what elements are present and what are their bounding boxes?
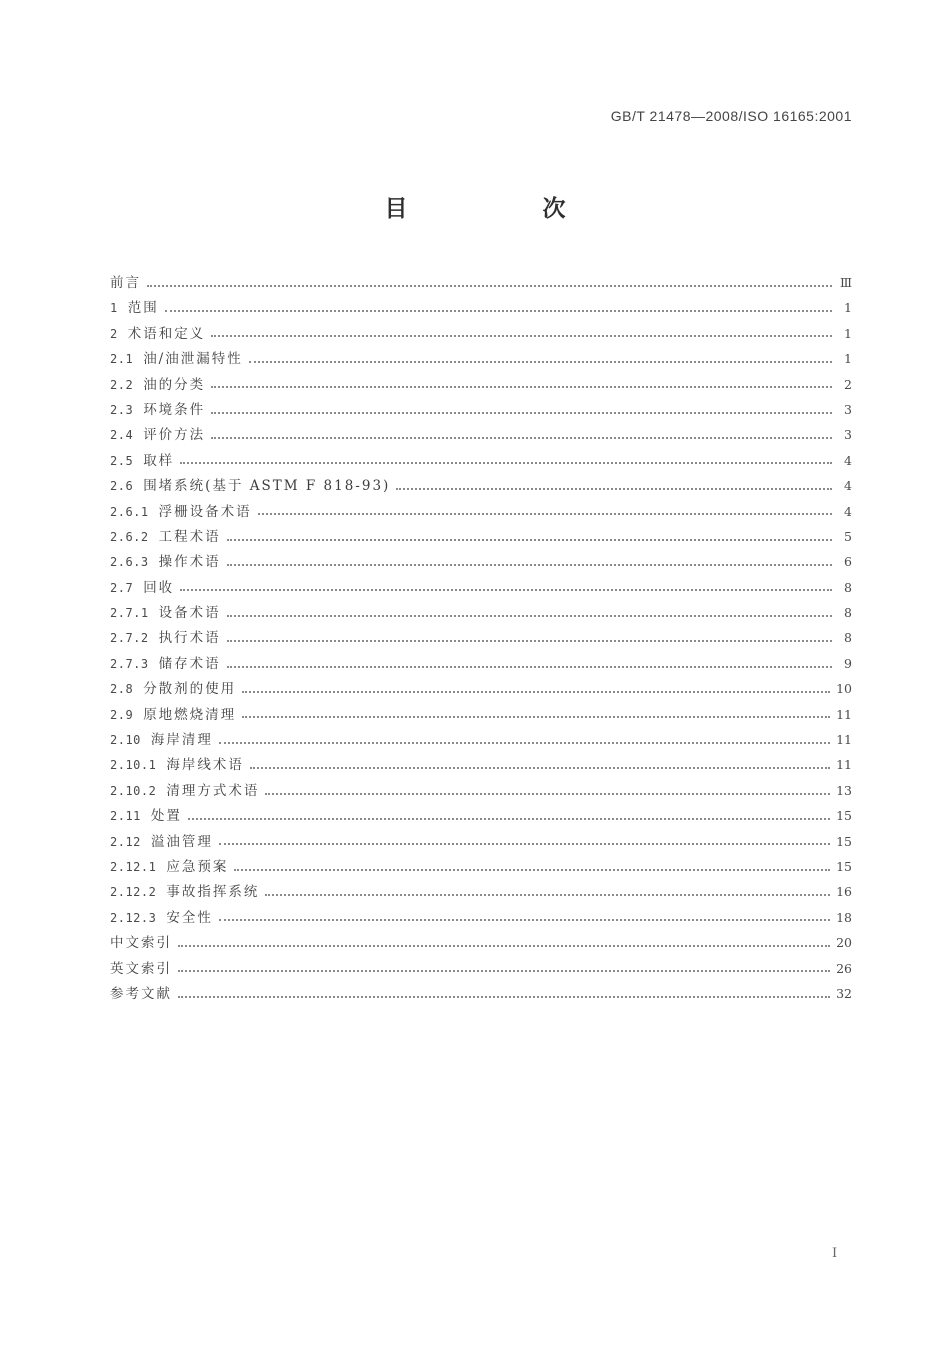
toc-entry-number: 2.2 xyxy=(110,377,134,392)
toc-entry-page: 20 xyxy=(836,935,852,951)
toc-entry-page: 15 xyxy=(836,858,852,874)
toc-entry-title: 油/油泄漏特性 xyxy=(143,351,243,368)
toc-entry-title: 执行术语 xyxy=(158,630,221,647)
toc-dot-leader xyxy=(178,945,830,947)
toc-entry-number: 2.7.3 xyxy=(110,656,149,671)
toc-entry-page: 32 xyxy=(836,985,852,1001)
toc-dot-leader xyxy=(227,666,832,668)
toc-dot-leader xyxy=(219,742,830,744)
toc-entry-number: 1 xyxy=(110,301,118,316)
toc-dot-leader xyxy=(227,615,832,617)
toc-entry[interactable] xyxy=(110,651,852,676)
toc-entry-page: 13 xyxy=(836,782,852,798)
toc-entry-title: 清理方式术语 xyxy=(166,782,260,799)
toc-entry[interactable] xyxy=(110,803,852,828)
toc-dot-leader xyxy=(180,462,832,464)
toc-entry-number: 2.6.3 xyxy=(110,555,149,570)
toc-entry-number: 2.8 xyxy=(110,682,134,697)
toc-entry[interactable] xyxy=(110,295,852,320)
toc-entry-title: 英文索引 xyxy=(110,960,172,977)
toc-entry[interactable] xyxy=(110,270,852,295)
toc-entry[interactable] xyxy=(110,473,852,498)
toc-entry[interactable] xyxy=(110,600,852,625)
toc-dot-leader xyxy=(219,843,830,845)
toc-entry-page: 11 xyxy=(836,757,852,773)
toc-entry[interactable] xyxy=(110,321,852,346)
toc-entry-number: 2.4 xyxy=(110,428,134,443)
toc-dot-leader xyxy=(211,437,832,439)
toc-entry-page: 8 xyxy=(844,579,852,595)
toc-entry-page: 8 xyxy=(844,630,852,646)
toc-entry-number: 2.6 xyxy=(110,479,134,494)
toc-entry-page: 2 xyxy=(844,376,852,392)
toc-entry-page: Ⅲ xyxy=(839,275,852,290)
toc-entry[interactable] xyxy=(110,499,852,524)
toc-entry[interactable] xyxy=(110,625,852,650)
toc-entry-page: 5 xyxy=(844,528,852,544)
toc-entry-number: 2.7 xyxy=(110,580,134,595)
toc-entry-number: 2.6.2 xyxy=(110,529,149,544)
toc-entry-page: 10 xyxy=(836,681,852,697)
standard-code-header: GB/T 21478—2008/ISO 16165:2001 xyxy=(610,108,852,124)
toc-entry-page: 4 xyxy=(844,452,852,468)
toc-entry-title: 范围 xyxy=(127,300,159,317)
toc-entry-page: 4 xyxy=(844,478,852,494)
toc-entry[interactable] xyxy=(110,346,852,371)
toc-entry-number: 2.10.1 xyxy=(110,758,157,773)
toc-entry[interactable] xyxy=(110,956,852,981)
toc-entry-title: 工程术语 xyxy=(158,528,221,545)
toc-dot-leader xyxy=(211,335,832,337)
toc-entry[interactable] xyxy=(110,879,852,904)
toc-entry-title: 围堵系统(基于 ASTM F 818-93) xyxy=(143,478,391,495)
toc-dot-leader xyxy=(227,640,832,642)
toc-dot-leader xyxy=(250,767,830,769)
toc-entry-number: 2.1 xyxy=(110,352,134,367)
toc-entry-title: 海岸线术语 xyxy=(166,757,244,774)
toc-dot-leader xyxy=(227,539,832,541)
toc-dot-leader xyxy=(249,361,832,363)
toc-entry-title: 回收 xyxy=(143,579,175,596)
toc-entry-number: 2.3 xyxy=(110,402,134,417)
toc-dot-leader xyxy=(242,716,830,718)
toc-entry-number: 2.10 xyxy=(110,733,141,748)
toc-entry[interactable] xyxy=(110,854,852,879)
page-title: 目 次 xyxy=(384,196,622,222)
toc-entry[interactable] xyxy=(110,752,852,777)
toc-entry[interactable] xyxy=(110,981,852,1006)
toc-entry-page: 1 xyxy=(844,300,852,316)
toc-entry-page: 15 xyxy=(836,833,852,849)
toc-dot-leader xyxy=(396,488,832,490)
toc-entry-number: 2.12 xyxy=(110,834,141,849)
toc-entry-title: 事故指挥系统 xyxy=(166,884,260,901)
toc-entry-page: 3 xyxy=(844,427,852,443)
toc-entry-title: 油的分类 xyxy=(143,376,206,393)
toc-entry[interactable] xyxy=(110,778,852,803)
toc-entry-title: 设备术语 xyxy=(158,605,221,622)
toc-entry[interactable] xyxy=(110,930,852,955)
toc-entry-title: 分散剂的使用 xyxy=(143,681,237,698)
toc-entry-page: 26 xyxy=(836,960,852,976)
toc-entry-title: 海岸清理 xyxy=(150,732,213,749)
toc-dot-leader xyxy=(242,691,830,693)
toc-entry-number: 2.12.1 xyxy=(110,859,157,874)
toc-entry-number: 2.11 xyxy=(110,809,141,824)
toc-entry[interactable] xyxy=(110,727,852,752)
toc-entry-title: 参考文献 xyxy=(110,985,172,1002)
toc-entry-number: 2.7.1 xyxy=(110,606,149,621)
toc-entry-number: 2.9 xyxy=(110,707,134,722)
toc-entry[interactable] xyxy=(110,829,852,854)
toc-entry-number: 2 xyxy=(110,326,118,341)
toc-entry-page: 3 xyxy=(844,401,852,417)
toc-entry-title: 安全性 xyxy=(166,909,213,926)
toc-entry[interactable] xyxy=(110,524,852,549)
toc-entry-page: 6 xyxy=(844,554,852,570)
toc-entry-number: 2.10.2 xyxy=(110,783,157,798)
toc-entry[interactable] xyxy=(110,549,852,574)
toc-entry-number: 2.5 xyxy=(110,453,134,468)
toc-entry[interactable] xyxy=(110,448,852,473)
toc-entry-title: 储存术语 xyxy=(158,655,221,672)
toc-dot-leader xyxy=(211,412,832,414)
toc-dot-leader xyxy=(178,970,830,972)
toc-entry-title: 处置 xyxy=(150,808,182,825)
toc-entry-title: 取样 xyxy=(143,452,175,469)
toc-entry[interactable] xyxy=(110,397,852,422)
toc-dot-leader xyxy=(219,919,830,921)
toc-entry-page: 1 xyxy=(844,351,852,367)
toc-entry-page: 9 xyxy=(844,655,852,671)
toc-dot-leader xyxy=(265,793,830,795)
toc-entry-number: 2.6.1 xyxy=(110,504,149,519)
toc-entry-page: 4 xyxy=(844,503,852,519)
toc-entry-page: 18 xyxy=(836,909,852,925)
toc-dot-leader xyxy=(258,513,832,515)
toc-entry-title: 评价方法 xyxy=(143,427,206,444)
toc-entry-title: 原地燃烧清理 xyxy=(143,706,237,723)
toc-dot-leader xyxy=(188,818,830,820)
toc-dot-leader xyxy=(165,310,832,312)
toc-entry-title: 应急预案 xyxy=(166,858,229,875)
toc-entry-number: 2.12.3 xyxy=(110,910,157,925)
toc-entry[interactable] xyxy=(110,422,852,447)
table-of-contents xyxy=(110,270,852,1006)
toc-entry[interactable] xyxy=(110,702,852,727)
toc-entry-number: 2.12.2 xyxy=(110,885,157,900)
toc-entry-page: 11 xyxy=(836,706,852,722)
toc-dot-leader xyxy=(211,386,832,388)
toc-entry-number: 2.7.2 xyxy=(110,631,149,646)
toc-entry-title: 浮栅设备术语 xyxy=(158,503,252,520)
toc-entry-title: 前言 xyxy=(110,275,141,291)
toc-entry[interactable] xyxy=(110,575,852,600)
toc-entry-page: 15 xyxy=(836,808,852,824)
toc-dot-leader xyxy=(227,564,832,566)
toc-entry-title: 环境条件 xyxy=(143,401,206,418)
toc-dot-leader xyxy=(265,894,830,896)
toc-dot-leader xyxy=(178,996,830,998)
toc-entry-page: 1 xyxy=(844,325,852,341)
toc-entry-page: 8 xyxy=(844,605,852,621)
toc-dot-leader xyxy=(180,589,832,591)
toc-entry-page: 11 xyxy=(836,732,852,748)
toc-entry-page: 16 xyxy=(836,884,852,900)
toc-entry[interactable] xyxy=(110,905,852,930)
toc-entry[interactable] xyxy=(110,372,852,397)
page-number: I xyxy=(832,1246,838,1261)
toc-entry-title: 操作术语 xyxy=(158,554,221,571)
toc-dot-leader xyxy=(234,869,830,871)
toc-entry-title: 溢油管理 xyxy=(150,833,213,850)
toc-entry-title: 术语和定义 xyxy=(127,325,206,342)
toc-dot-leader xyxy=(147,285,832,287)
toc-entry[interactable] xyxy=(110,676,852,701)
toc-entry-title: 中文索引 xyxy=(110,935,172,952)
